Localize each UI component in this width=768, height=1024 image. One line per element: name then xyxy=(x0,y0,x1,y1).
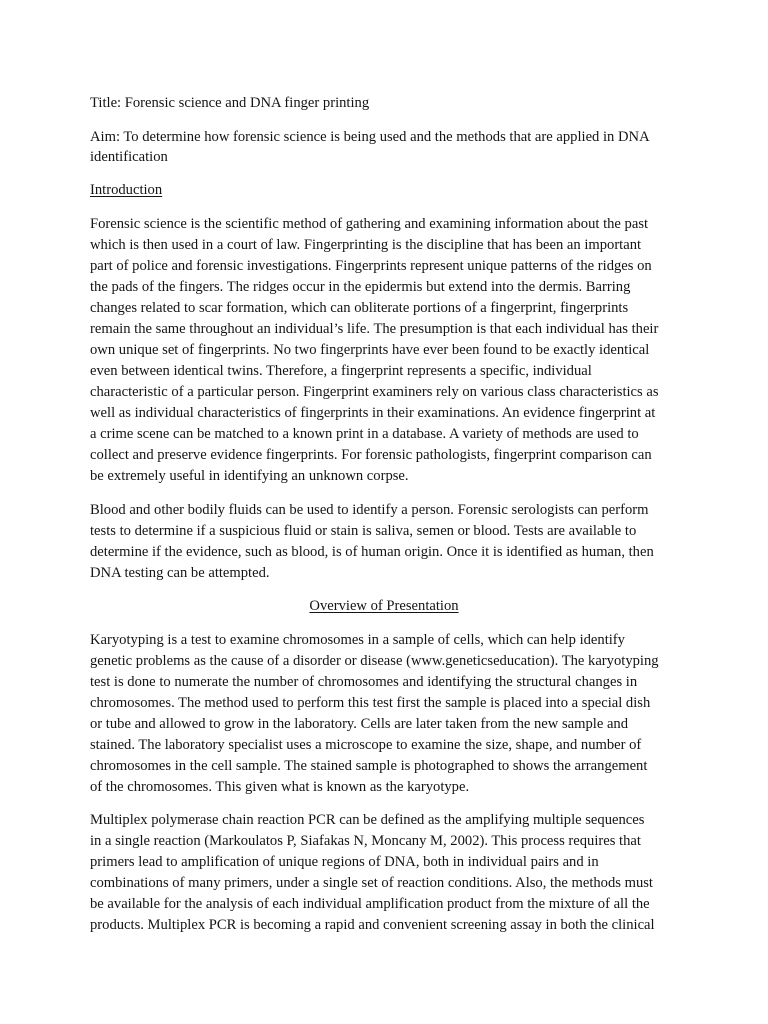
paragraph1-line: characteristic of a particular person. Fingerprint examiners rely on various class characteristics as xyxy=(90,384,659,400)
introduction-heading: Introduction xyxy=(90,182,163,198)
paragraph4-line: in a single reaction (Markoulatos P, Siafakas N, Moncany M, 2002). This process requires that xyxy=(90,833,641,849)
aim-line-2: identification xyxy=(90,149,168,165)
paragraph3-line: Karyotyping is a test to examine chromosomes in a sample of cells, which can help identify xyxy=(90,632,625,648)
paragraph3-line: stained. The laboratory specialist uses a microscope to examine the size, shape, and number of xyxy=(90,737,642,753)
paragraph1-line: even between identical twins. Therefore, a fingerprint represents a specific, individual xyxy=(90,363,592,379)
paragraph3-line: test is done to numerate the number of chromosomes and identifying the structural changes in xyxy=(90,674,638,690)
paragraph4-line: primers lead to amplification of unique regions of DNA, both in individual pairs and in xyxy=(90,854,599,870)
paragraph1-line: the pads of the fingers. The ridges occur in the epidermis but extend into the dermis. Barring xyxy=(90,279,631,295)
paragraph1-line: remain the same throughout an individual’s life. The presumption is that each individual has their xyxy=(90,321,659,337)
paragraph2-line: Blood and other bodily fluids can be used to identify a person. Forensic serologists can perform xyxy=(90,502,649,518)
overview-heading: Overview of Presentation xyxy=(309,598,459,614)
paragraph1-line: collect and preserve evidence fingerprints. For forensic pathologists, fingerprint comparison can xyxy=(90,447,652,463)
paragraph3-line: chromosomes in the cell sample. The stained sample is photographed to shows the arrangement xyxy=(90,758,648,774)
aim-line-1: Aim: To determine how forensic science is being used and the methods that are applied in DNA xyxy=(90,129,650,145)
paragraph3-line: genetic problems as the cause of a disorder or disease (www.geneticseducation). The karyotyping xyxy=(90,653,659,669)
paragraph4-line: combinations of many primers, under a single set of reaction conditions. Also, the methods must xyxy=(90,875,653,891)
document-title: Title: Forensic science and DNA finger printing xyxy=(90,95,370,111)
paragraph4-line: be available for the analysis of each individual amplification product from the mixture of all the xyxy=(90,896,650,912)
paragraph3-line: of the chromosomes. This given what is known as the karyotype. xyxy=(90,779,470,795)
paragraph1-line: part of police and forensic investigations. Fingerprints represent unique patterns of the ridges on xyxy=(90,258,652,274)
paragraph1-line: changes related to scar formation, which can obliterate portions of a fingerprint, fingerprints xyxy=(90,300,629,316)
paragraph3-line: chromosomes. The method used to perform this test first the sample is placed into a special dish xyxy=(90,695,651,711)
paragraph1-line: which is then used in a court of law. Fingerprinting is the discipline that has been an important xyxy=(90,237,642,253)
paragraph2-line: DNA testing can be attempted. xyxy=(90,565,270,581)
paragraph1-line: well as individual characteristics of fingerprints in their examinations. An evidence fingerprint at xyxy=(90,405,656,421)
paragraph1-line: Forensic science is the scientific method of gathering and examining information about the past xyxy=(90,216,649,232)
paragraph4-line: products. Multiplex PCR is becoming a rapid and convenient screening assay in both the clinical xyxy=(90,917,655,933)
paragraph3-line: or tube and allowed to grow in the laboratory. Cells are later taken from the new sample and xyxy=(90,716,629,732)
paragraph1-line: a crime scene can be matched to a known print in a database. A variety of methods are used to xyxy=(90,426,639,442)
paragraph1-line: be extremely useful in identifying an unknown corpse. xyxy=(90,468,409,484)
paragraph1-line: own unique set of fingerprints. No two fingerprints have ever been found to be exactly identical xyxy=(90,342,650,358)
paragraph2-line: determine if the evidence, such as blood, is of human origin. Once it is identified as human, then xyxy=(90,544,654,560)
paragraph4-line: Multiplex polymerase chain reaction PCR can be defined as the amplifying multiple sequences xyxy=(90,812,645,828)
paragraph2-line: tests to determine if a suspicious fluid or stain is saliva, semen or blood. Tests are available to xyxy=(90,523,637,539)
